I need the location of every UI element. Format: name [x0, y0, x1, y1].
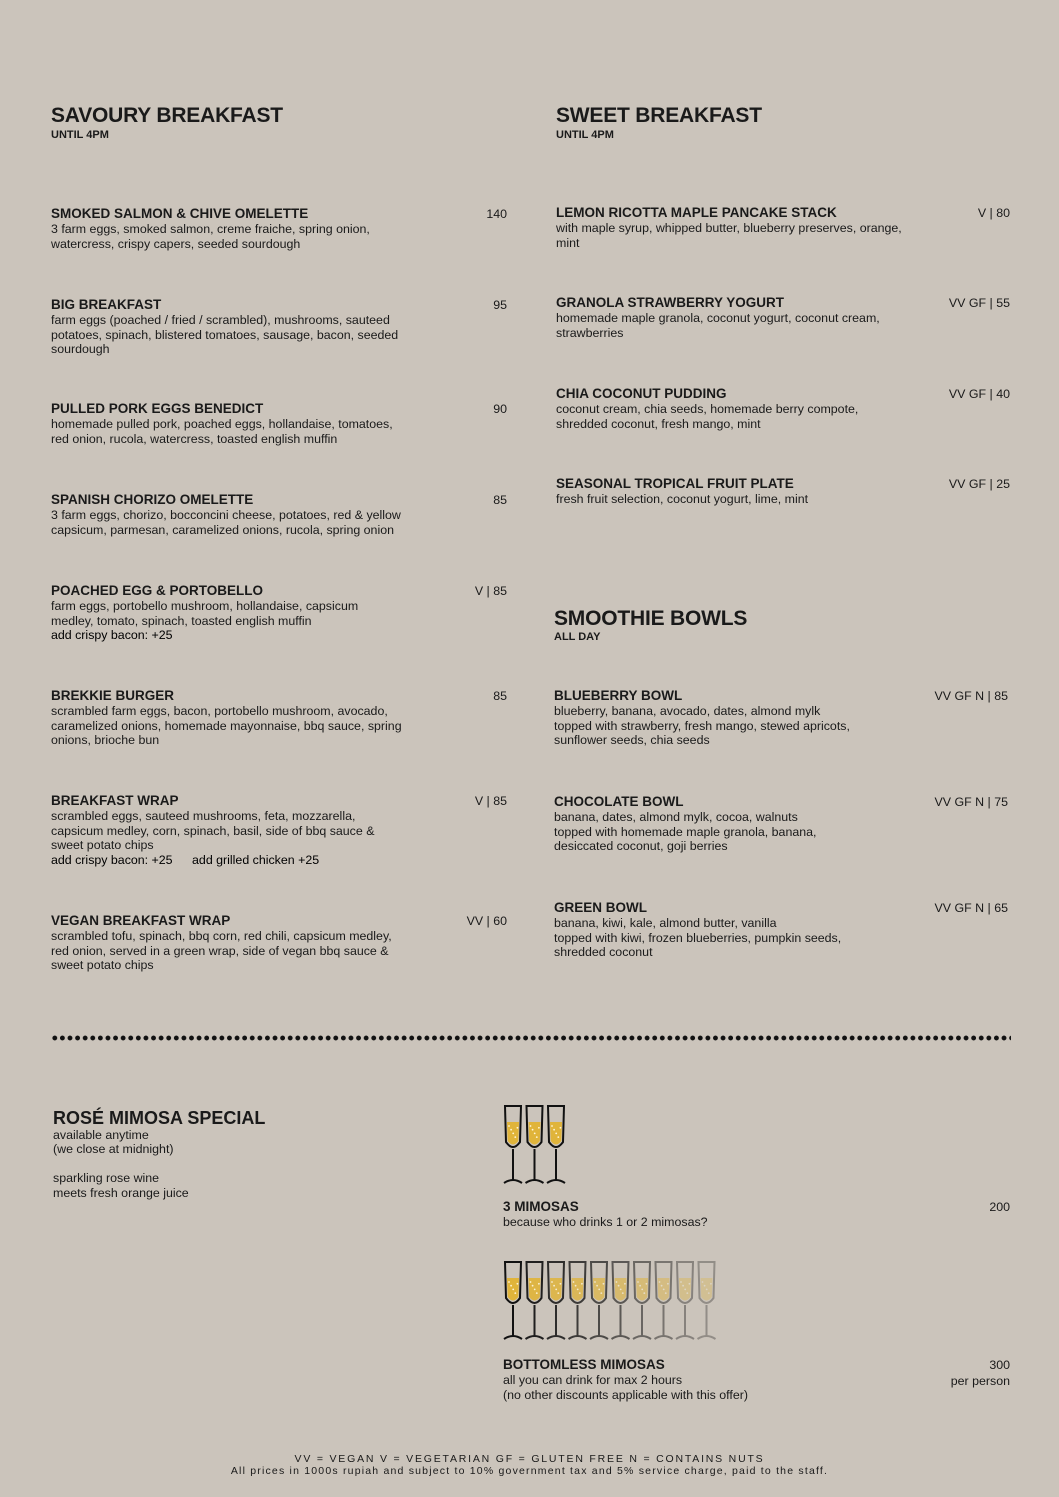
item-addon: add crispy bacon: +25: [51, 852, 173, 867]
item-desc: strawberries: [556, 325, 624, 340]
item-desc: fresh fruit selection, coconut yogurt, lime, mint: [556, 492, 809, 506]
item-name: BREAKFAST WRAP: [51, 793, 179, 808]
item-desc: blueberry, banana, avocado, dates, almond mylk: [554, 704, 821, 718]
item-desc: farm eggs (poached / fried / scrambled), mushrooms, sauteed: [51, 313, 390, 327]
offer-price-note: per person: [950, 1374, 1010, 1388]
mimosa-info: available anytime: [53, 1128, 149, 1142]
menu-item: [51, 583, 507, 643]
champagne-glass-icon: [633, 1262, 651, 1339]
menu-item: [51, 793, 507, 867]
item-name: BREKKIE BURGER: [51, 688, 175, 703]
item-price: V | 85: [474, 794, 507, 808]
smoothie-subtitle: ALL DAY: [554, 631, 601, 643]
item-price: VV GF N | 85: [934, 689, 1008, 703]
champagne-glass-icon: [590, 1262, 608, 1339]
item-desc: capsicum medley, corn, spinach, basil, side of bbq sauce &: [51, 823, 375, 838]
item-desc: red onion, served in a green wrap, side of vegan bbq sauce &: [51, 943, 389, 958]
item-addon: add crispy bacon: +25: [51, 628, 173, 643]
menu-item: [51, 206, 507, 251]
champagne-glass-icon: [547, 1262, 565, 1339]
item-desc: homemade maple granola, coconut yogurt, coconut cream,: [556, 311, 880, 325]
item-price: VV | 60: [466, 914, 507, 928]
mimosa-desc: sparkling rose wine: [53, 1171, 160, 1185]
item-name: BIG BREAKFAST: [51, 297, 162, 312]
item-desc: topped with strawberry, fresh mango, stewed apricots,: [554, 718, 850, 733]
footer-note: All prices in 1000s rupiah and subject to 10% government tax and 5% service charge, paid to the staff.: [230, 1465, 829, 1477]
item-name: CHIA COCONUT PUDDING: [556, 386, 727, 401]
item-desc: sweet potato chips: [51, 958, 154, 973]
dotted-divider: [51, 1034, 1011, 1042]
menu-item: [554, 688, 1008, 748]
mimosa-info: (we close at midnight): [53, 1142, 174, 1156]
footer-legend: VV = VEGAN V = VEGETARIAN GF = GLUTEN FREE N = CONTAINS NUTS: [294, 1453, 765, 1465]
item-name: SMOKED SALMON & CHIVE OMELETTE: [51, 206, 309, 221]
menu-item: [554, 900, 1008, 960]
offer-price: 200: [989, 1200, 1010, 1214]
menu-item: [51, 492, 507, 537]
item-desc: scrambled farm eggs, bacon, portobello mushroom, avocado,: [51, 704, 388, 718]
champagne-glass-icon: [526, 1262, 544, 1339]
item-desc: potatoes, spinach, blistered tomatoes, sausage, bacon, seeded: [51, 327, 399, 342]
item-price: VV GF | 55: [948, 296, 1010, 310]
item-desc: shredded coconut, fresh mango, mint: [556, 416, 761, 431]
item-desc: sweet potato chips: [51, 838, 154, 853]
offer-name: BOTTOMLESS MIMOSAS: [503, 1357, 665, 1372]
item-desc: topped with kiwi, frozen blueberries, pumpkin seeds,: [554, 930, 842, 945]
item-name: BLUEBERRY BOWL: [554, 688, 683, 703]
menu-item: [51, 913, 507, 973]
item-price: V | 85: [474, 584, 507, 598]
item-desc: banana, dates, almond mylk, cocoa, walnuts: [554, 810, 798, 824]
champagne-glass-icon: [504, 1106, 522, 1183]
item-desc: topped with homemade maple granola, banana,: [554, 824, 817, 839]
item-desc: onions, brioche bun: [51, 733, 160, 748]
item-desc: sourdough: [51, 342, 110, 357]
item-price: VV GF N | 75: [934, 795, 1008, 809]
mimosa-offer: [503, 1199, 1010, 1230]
item-desc: 3 farm eggs, chorizo, bocconcini cheese, potatoes, red & yellow: [51, 508, 401, 522]
menu-item: [556, 386, 1010, 431]
item-price: 95: [493, 298, 507, 312]
item-desc: watercress, crispy capers, seeded sourdough: [51, 236, 301, 251]
item-price: 85: [493, 493, 507, 507]
champagne-glass-icon: [698, 1262, 716, 1339]
menu-item: [556, 205, 1010, 250]
sweet-title: SWEET BREAKFAST: [556, 104, 762, 127]
item-price: 85: [493, 689, 507, 703]
menu-item: [554, 794, 1008, 854]
champagne-glass-icon: [676, 1262, 694, 1339]
offer-desc: all you can drink for max 2 hours: [503, 1373, 683, 1387]
item-name: POACHED EGG & PORTOBELLO: [51, 583, 264, 598]
menu-item: [556, 295, 1010, 340]
item-price: V | 80: [977, 206, 1010, 220]
offer-price: [951, 1357, 1010, 1389]
item-addons: [51, 853, 507, 868]
item-desc: banana, kiwi, kale, almond butter, vanilla: [554, 916, 777, 930]
item-desc: capsicum, parmesan, caramelized onions, rucola, spring onion: [51, 522, 394, 537]
item-desc: desiccated coconut, goji berries: [554, 839, 728, 854]
item-desc: red onion, rucola, watercress, toasted english muffin: [51, 431, 338, 446]
champagne-glass-icon: [612, 1262, 630, 1339]
item-desc: farm eggs, portobello mushroom, hollandaise, capsicum: [51, 599, 359, 613]
champagne-glass-icon: [504, 1262, 522, 1339]
item-desc: coconut cream, chia seeds, homemade berry compote,: [556, 402, 859, 416]
champagne-glasses-three-icon: [501, 1104, 569, 1186]
savoury-subtitle: UNTIL 4PM: [51, 129, 109, 141]
item-desc: with maple syrup, whipped butter, blueberry preserves, orange,: [556, 221, 902, 235]
offer-desc: because who drinks 1 or 2 mimosas?: [503, 1215, 708, 1229]
smoothie-title: SMOOTHIE BOWLS: [554, 607, 748, 630]
item-desc: 3 farm eggs, smoked salmon, creme fraiche, spring onion,: [51, 222, 370, 236]
offer-price-value: 300: [989, 1358, 1010, 1372]
item-name: PULLED PORK EGGS BENEDICT: [51, 401, 264, 416]
mimosa-offer: [503, 1357, 1010, 1402]
menu-item: [51, 688, 507, 748]
mimosa-desc: meets fresh orange juice: [53, 1186, 189, 1200]
item-price: VV GF N | 65: [934, 901, 1008, 915]
item-name: SEASONAL TROPICAL FRUIT PLATE: [556, 476, 794, 491]
menu-item: [51, 297, 507, 357]
item-price: 140: [486, 207, 507, 221]
menu-item: [51, 401, 507, 446]
item-price: VV GF | 40: [948, 387, 1010, 401]
item-name: LEMON RICOTTA MAPLE PANCAKE STACK: [556, 205, 837, 220]
item-desc: caramelized onions, homemade mayonnaise, bbq sauce, spring: [51, 718, 402, 733]
offer-desc: (no other discounts applicable with this offer): [503, 1387, 748, 1402]
champagne-glass-icon: [569, 1262, 587, 1339]
item-desc: medley, tomato, spinach, toasted english muffin: [51, 613, 312, 628]
item-name: VEGAN BREAKFAST WRAP: [51, 913, 231, 928]
item-name: SPANISH CHORIZO OMELETTE: [51, 492, 254, 507]
item-desc: shredded coconut: [554, 945, 653, 960]
item-desc: scrambled tofu, spinach, bbq corn, red chili, capsicum medley,: [51, 929, 392, 943]
item-desc: sunflower seeds, chia seeds: [554, 733, 710, 748]
champagne-glass-icon: [547, 1106, 565, 1183]
item-desc: mint: [556, 235, 580, 250]
item-desc: homemade pulled pork, poached eggs, hollandaise, tomatoes,: [51, 417, 393, 431]
champagne-glass-icon: [526, 1106, 544, 1183]
item-name: GRANOLA STRAWBERRY YOGURT: [556, 295, 785, 310]
item-price: 90: [493, 402, 507, 416]
item-price: VV GF | 25: [948, 477, 1010, 491]
savoury-title: SAVOURY BREAKFAST: [51, 104, 283, 127]
menu-item: [556, 476, 1010, 507]
item-name: CHOCOLATE BOWL: [554, 794, 684, 809]
champagne-glasses-ten-icon: [501, 1260, 721, 1342]
mimosa-title: ROSÉ MIMOSA SPECIAL: [53, 1108, 266, 1128]
item-name: GREEN BOWL: [554, 900, 647, 915]
offer-name: 3 MIMOSAS: [503, 1199, 579, 1214]
item-addon: add grilled chicken +25: [192, 852, 320, 867]
sweet-subtitle: UNTIL 4PM: [556, 129, 614, 141]
champagne-glass-icon: [655, 1262, 673, 1339]
item-desc: scrambled eggs, sauteed mushrooms, feta, mozzarella,: [51, 809, 356, 823]
